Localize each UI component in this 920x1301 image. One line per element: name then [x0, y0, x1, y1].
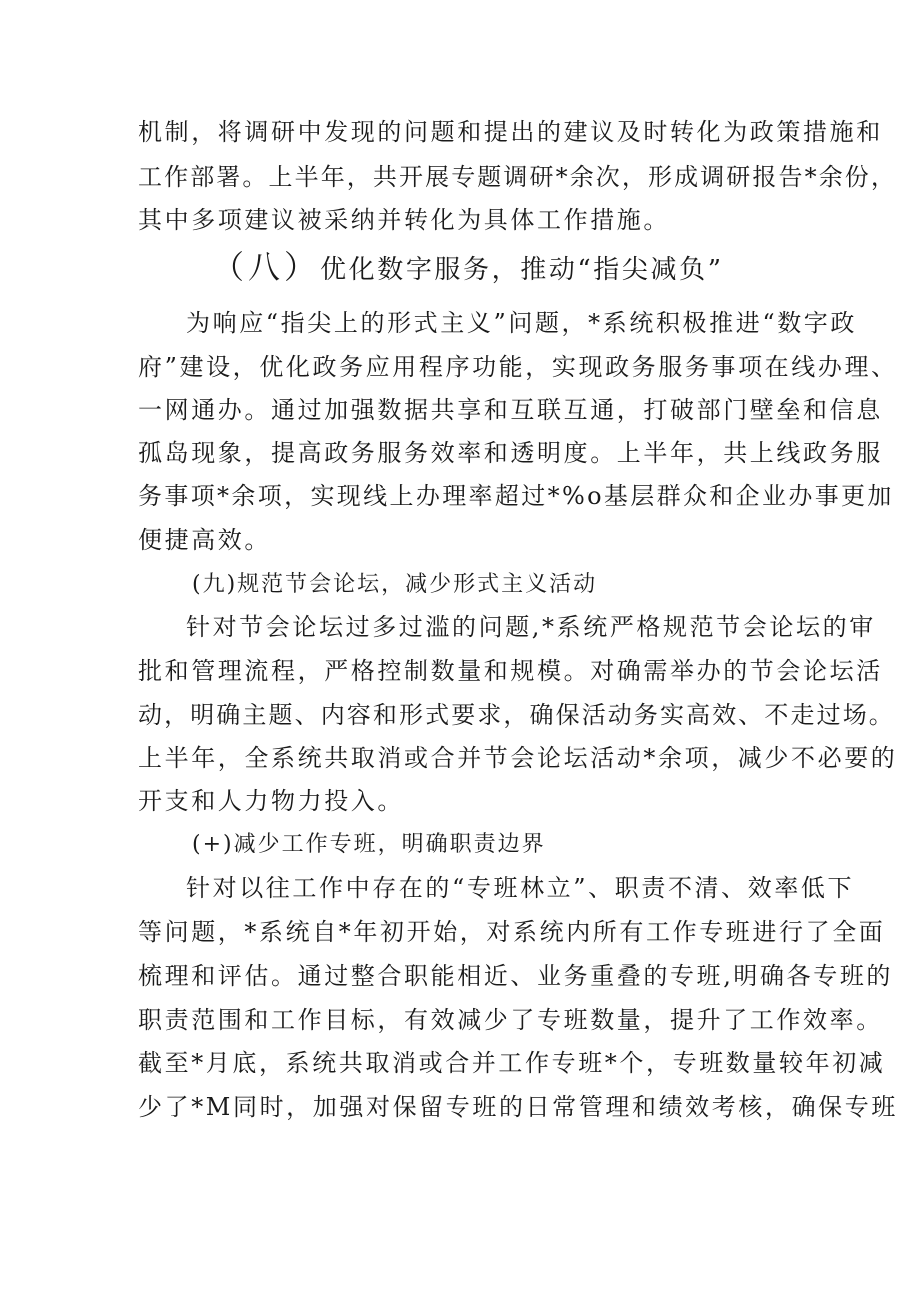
paragraph-line: 截至*月底，系统共取消或合并工作专班*个，专班数量较年初减	[138, 1049, 886, 1077]
paragraph-line: 梳理和评估。通过整合职能相近、业务重叠的专班,明确各专班的	[138, 962, 894, 990]
paragraph-line: 为响应“指尖上的形式主义”问题，*系统积极推进“数字政	[186, 309, 858, 337]
paragraph-line: 针对节会论坛过多过滥的问题,*系统严格规范节会论坛的审	[186, 613, 876, 641]
paragraph-line: 府”建设，优化政务应用程序功能，实现政务服务事项在线办理、	[138, 353, 898, 381]
paragraph-line: 务事项*余项，实现线上办理率超过*%o基层群众和企业办事更加	[138, 482, 894, 510]
section-title: 优化数字服务，推动“指尖减负”	[320, 255, 724, 285]
section-heading-8	[212, 248, 724, 286]
section-heading-10: (+)减少工作专班，明确职责边界	[192, 832, 546, 857]
paragraph-line: 其中多项建议被采纳并转化为具体工作措施。	[138, 206, 670, 234]
paragraph-line: 上半年，全系统共取消或合并节会论坛活动*余项，减少不必要的	[138, 744, 898, 772]
paragraph-line: 开支和人力物力投入。	[138, 787, 404, 815]
paragraph-line: 职责范围和工作目标，有效减少了专班数量，提升了工作效率。	[138, 1006, 883, 1034]
section-heading-9: (九)规范节会论坛，减少形式主义活动	[192, 572, 598, 597]
paragraph-line: 便捷高效。	[138, 526, 271, 554]
paragraph-line: 机制，将调研中发现的问题和提出的建议及时转化为政策措施和	[138, 118, 883, 146]
paragraph-line: 针对以往工作中存在的“专班林立”、职责不清、效率低下	[186, 874, 855, 902]
section-number: （八）	[212, 248, 321, 286]
paragraph-line: 批和管理流程，严格控制数量和规模。对确需举办的节会论坛活	[138, 657, 883, 685]
paragraph-line: 孤岛现象，提高政务服务效率和透明度。上半年，共上线政务服	[138, 439, 883, 467]
paragraph-line: 少了*M同时，加强对保留专班的日常管理和绩效考核，确保专班	[138, 1093, 898, 1121]
paragraph-line: 等问题，*系统自*年初开始，对系统内所有工作专班进行了全面	[138, 918, 886, 946]
paragraph-line: 动，明确主题、内容和形式要求，确保活动务实高效、不走过场。	[138, 701, 895, 729]
paragraph-line: 一网通办。通过加强数据共享和互联互通，打破部门壁垒和信息	[138, 396, 883, 424]
paragraph-line: 工作部署。上半年，共开展专题调研*余次，形成调研报告*余份，	[138, 163, 897, 191]
